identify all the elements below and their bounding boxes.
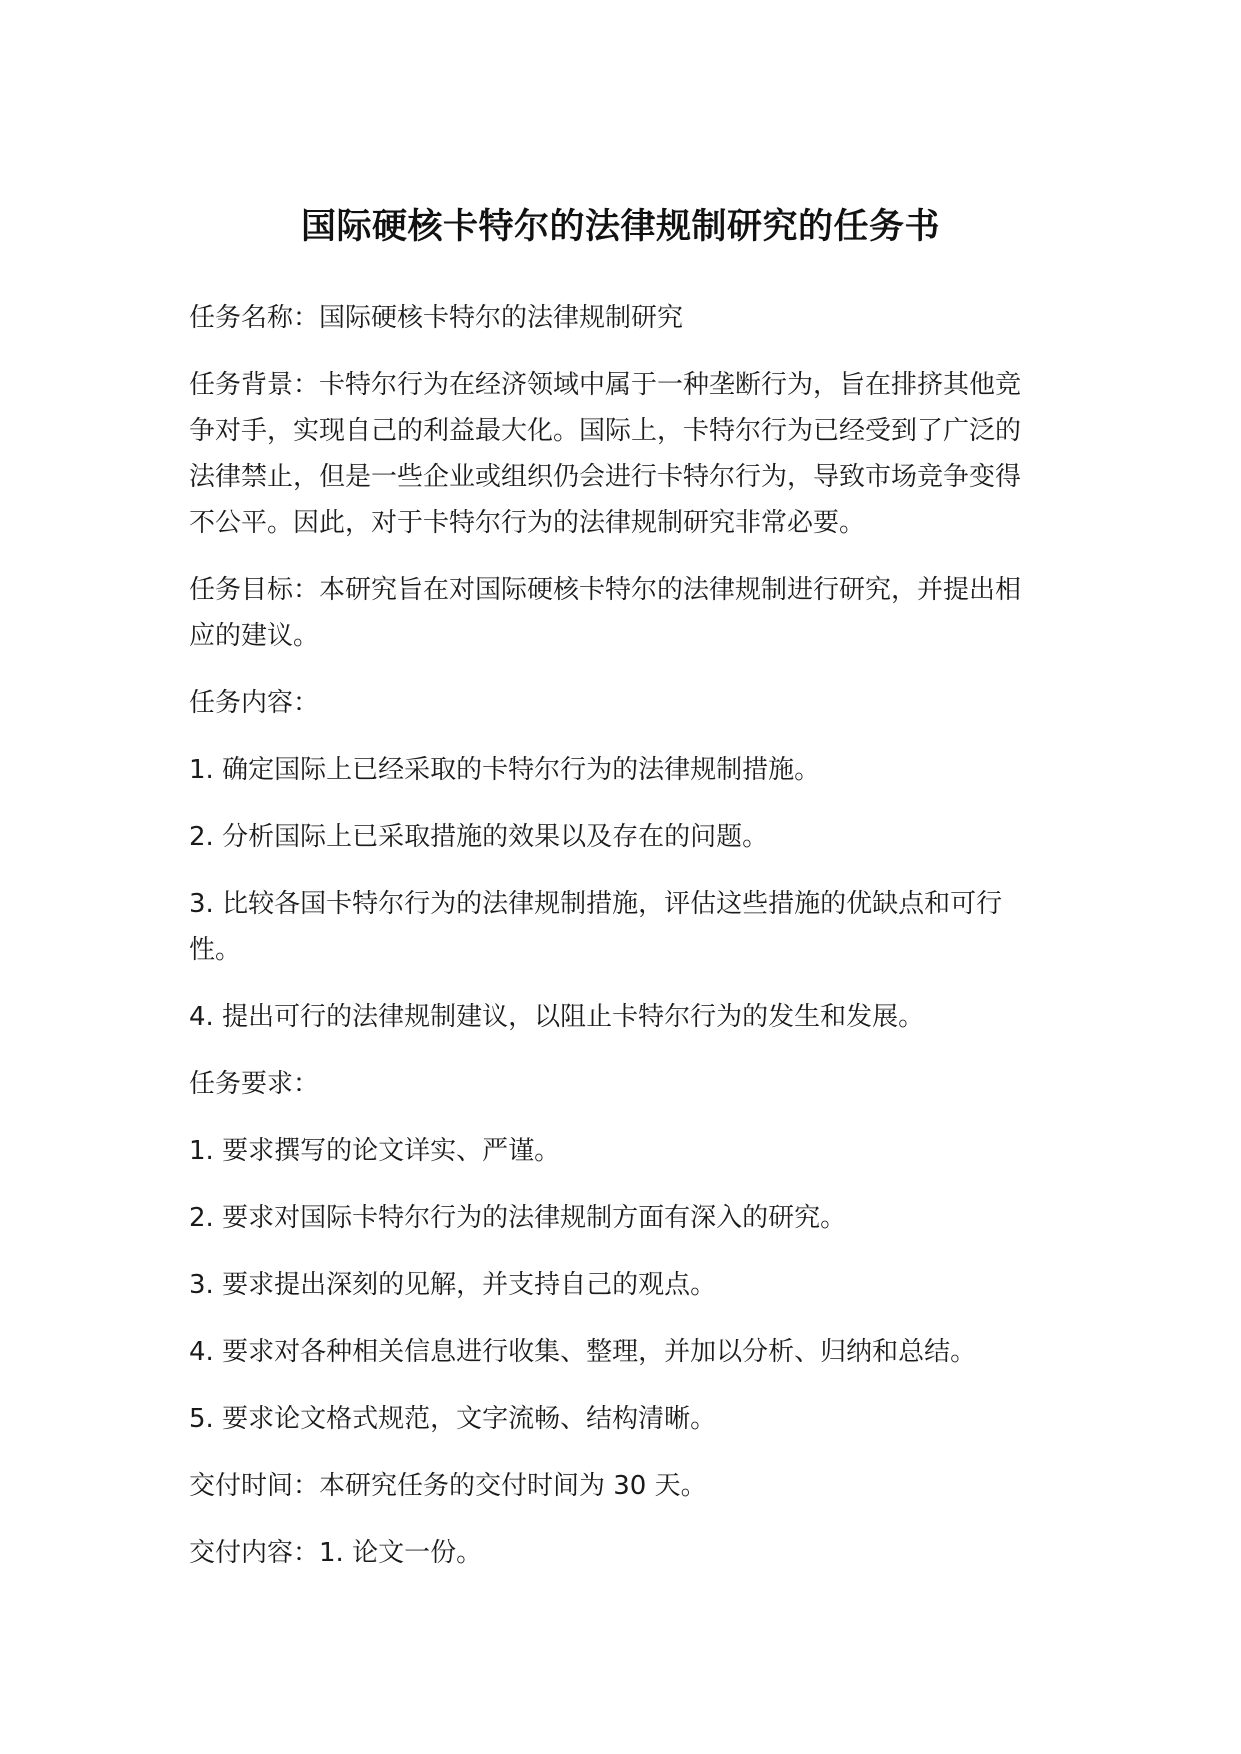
task-content-item: 2. 分析国际上已采取措施的效果以及存在的问题。	[189, 822, 769, 852]
delivery-time-paragraph: 交付时间：本研究任务的交付时间为 30 天。	[189, 1471, 707, 1501]
task-requirement-item: 3. 要求提出深刻的见解，并支持自己的观点。	[189, 1270, 717, 1300]
task-objective-paragraph: 任务目标：本研究旨在对国际硬核卡特尔的法律规制进行研究，并提出相应的建议。	[189, 575, 1022, 651]
task-requirement-item: 4. 要求对各种相关信息进行收集、整理，并加以分析、归纳和总结。	[189, 1337, 977, 1367]
task-requirement-item: 5. 要求论文格式规范，文字流畅、结构清晰。	[189, 1404, 717, 1434]
task-name-paragraph: 任务名称：国际硬核卡特尔的法律规制研究	[189, 303, 684, 333]
task-content-item: 1. 确定国际上已经采取的卡特尔行为的法律规制措施。	[189, 755, 821, 785]
document-body	[189, 295, 1039, 1597]
task-content-item: 4. 提出可行的法律规制建议，以阻止卡特尔行为的发生和发展。	[189, 1002, 925, 1032]
task-requirement-item: 2. 要求对国际卡特尔行为的法律规制方面有深入的研究。	[189, 1203, 847, 1233]
task-content-heading: 任务内容：	[189, 688, 320, 718]
task-background-paragraph: 任务背景：卡特尔行为在经济领域中属于一种垄断行为，旨在排挤其他竞争对手，实现自己的利益最大化。国际上，卡特尔行为已经受到了广泛的法律禁止，但是一些企业或组织仍会进行卡特尔行为，导致市场竞争变得不公平。因此，对于卡特尔行为的法律规制研究非常必要。	[189, 370, 1022, 538]
delivery-content-paragraph: 交付内容：1. 论文一份。	[189, 1538, 483, 1568]
task-content-item: 3. 比较各国卡特尔行为的法律规制措施，评估这些措施的优缺点和可行性。	[189, 889, 1003, 965]
task-requirement-item: 1. 要求撰写的论文详实、严谨。	[189, 1136, 561, 1166]
document-title: 国际硬核卡特尔的法律规制研究的任务书	[300, 207, 940, 248]
task-requirements-heading: 任务要求：	[189, 1069, 320, 1099]
